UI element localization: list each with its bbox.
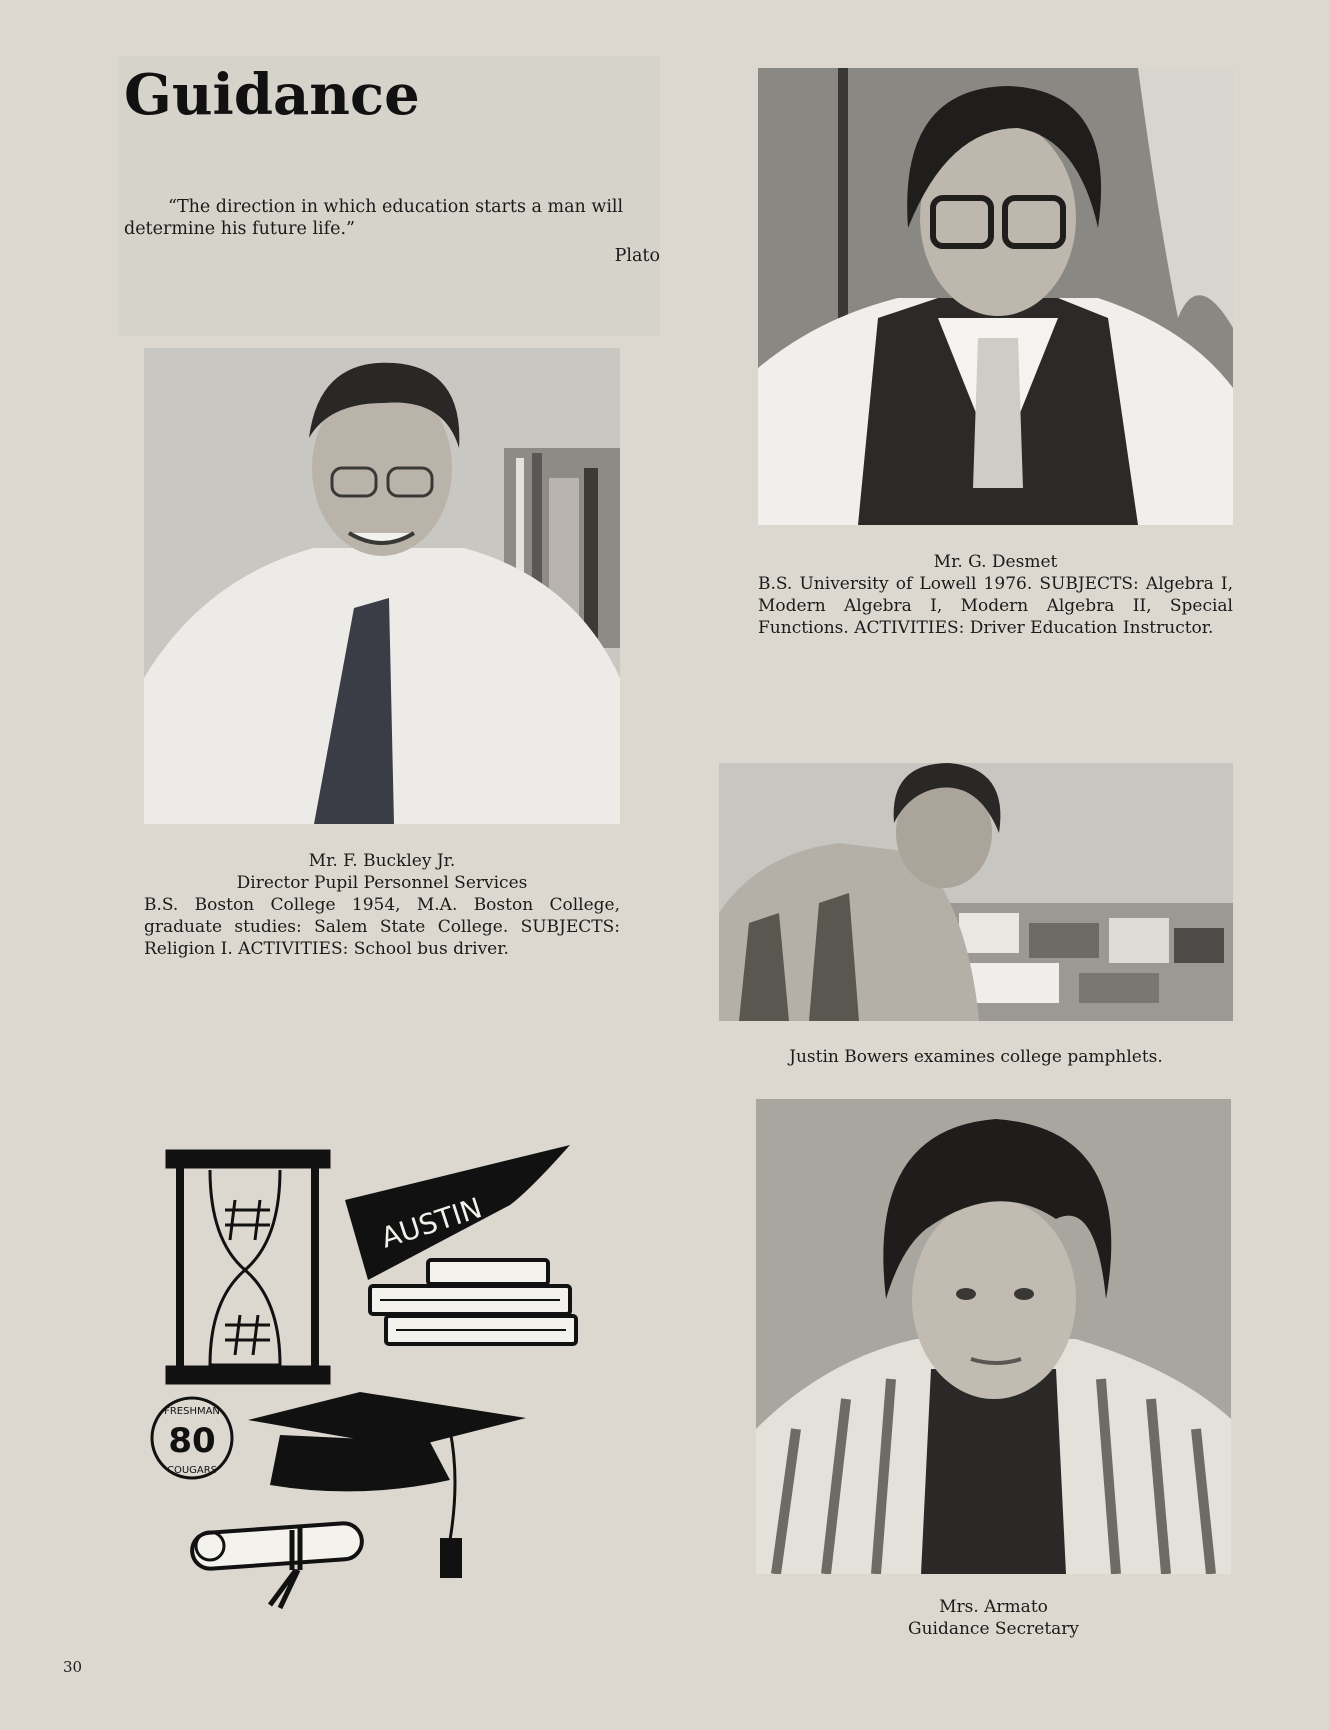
- books-icon: [370, 1260, 576, 1344]
- armato-caption: [756, 1596, 1231, 1640]
- buckley-caption: [144, 850, 620, 960]
- pennant-text: AUSTIN: [376, 1191, 486, 1255]
- buckley-name: Mr. F. Buckley Jr.: [308, 851, 456, 871]
- desmet-portrait-image: [758, 68, 1233, 525]
- quote-line-1: “The direction in which education starts a man will: [168, 197, 624, 217]
- page-number: 30: [63, 1658, 83, 1676]
- quote: [124, 196, 660, 240]
- buckley-bio: B.S. Boston College 1954, M.A. Boston College, graduate studies: Salem State College. SUBJECTS: Religion I. ACTIVITIES: School bus driver.: [144, 895, 620, 959]
- desmet-name: Mr. G. Desmet: [933, 552, 1058, 572]
- armato-photo: [756, 1099, 1231, 1574]
- bowers-pamphlets-image: [719, 763, 1233, 1021]
- armato-role: Guidance Secretary: [907, 1619, 1080, 1639]
- page-title: Guidance: [124, 62, 420, 128]
- freshman-80-badge-icon: [152, 1398, 232, 1478]
- diploma-icon: [191, 1522, 363, 1608]
- badge-number: 80: [168, 1421, 216, 1461]
- desmet-caption: [758, 551, 1233, 639]
- desmet-photo: [758, 68, 1233, 525]
- hourglass-icon: [168, 1152, 328, 1382]
- graduation-clipart: [130, 1130, 590, 1630]
- quote-attribution: Plato: [614, 246, 660, 266]
- buckley-portrait-image: [144, 348, 620, 824]
- badge-top-text: FRESHMAN: [164, 1406, 220, 1417]
- quote-line-2: determine his future life.”: [124, 219, 355, 239]
- armato-portrait-image: [756, 1099, 1231, 1574]
- armato-name: Mrs. Armato: [939, 1597, 1048, 1617]
- bowers-photo: [719, 763, 1233, 1021]
- badge-bottom-text: COUGARS: [166, 1465, 218, 1476]
- buckley-role: Director Pupil Personnel Services: [236, 873, 528, 893]
- bowers-caption: Justin Bowers examines college pamphlets.: [789, 1047, 1163, 1067]
- desmet-bio: B.S. University of Lowell 1976. SUBJECTS: Algebra I, Modern Algebra I, Modern Algebra II, Special Functions. ACTIVITIES: Driver Education Instructor.: [758, 574, 1233, 638]
- buckley-photo: [144, 348, 620, 824]
